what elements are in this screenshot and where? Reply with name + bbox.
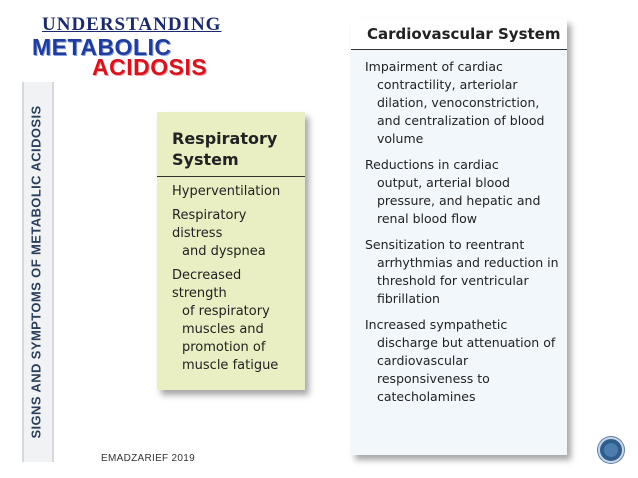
footer-credit: EMADZARIEF 2019 — [101, 453, 195, 464]
cardiovascular-system-panel — [351, 19, 567, 455]
item-continuation: output, arterial blood pressure, and hepatic and renal blood flow — [377, 175, 541, 226]
list-item — [365, 156, 561, 228]
list-item — [172, 207, 297, 261]
cardiovascular-heading: Cardiovascular System — [351, 19, 567, 50]
cardiovascular-list — [351, 50, 567, 406]
list-item — [365, 58, 561, 148]
list-item — [365, 236, 561, 308]
item-text: Impairment of cardiac — [365, 59, 503, 74]
side-title: SIGNS AND SYMPTOMS OF METABOLIC ACIDOSIS — [28, 105, 44, 439]
item-continuation: contractility, arteriolar dilation, venoconstriction, and centralization of blood volume — [377, 77, 545, 146]
respiratory-system-panel — [157, 112, 305, 390]
respiratory-heading: Respiratory System — [157, 112, 305, 177]
item-text: Sensitization to reentrant — [365, 237, 525, 252]
item-continuation: and dyspnea — [182, 244, 266, 259]
item-continuation: arrhythmias and reduction in threshold for ventricular fibrillation — [377, 255, 559, 306]
item-text: Decreased strength — [172, 268, 242, 301]
item-text: Respiratory distress — [172, 208, 247, 241]
item-continuation: of respiratory muscles and promotion of muscle fatigue — [182, 304, 279, 373]
item-text: Hyperventilation — [172, 184, 281, 199]
item-continuation: discharge but attenuation of cardiovascular responsiveness to catecholamines — [377, 335, 556, 404]
logo-line-acidosis: ACIDOSIS — [92, 54, 208, 80]
respiratory-list — [157, 177, 305, 375]
logo — [24, 12, 222, 80]
list-item — [365, 316, 561, 406]
next-slide-button[interactable] — [598, 437, 624, 463]
list-item — [172, 267, 297, 375]
item-text: Increased sympathetic — [365, 317, 508, 332]
item-text: Reductions in cardiac — [365, 157, 499, 172]
logo-line-metabolic: METABOLIC — [32, 34, 172, 60]
list-item — [172, 183, 297, 201]
circle-icon — [604, 443, 618, 457]
logo-line-understanding: UNDERSTANDING — [42, 14, 222, 35]
